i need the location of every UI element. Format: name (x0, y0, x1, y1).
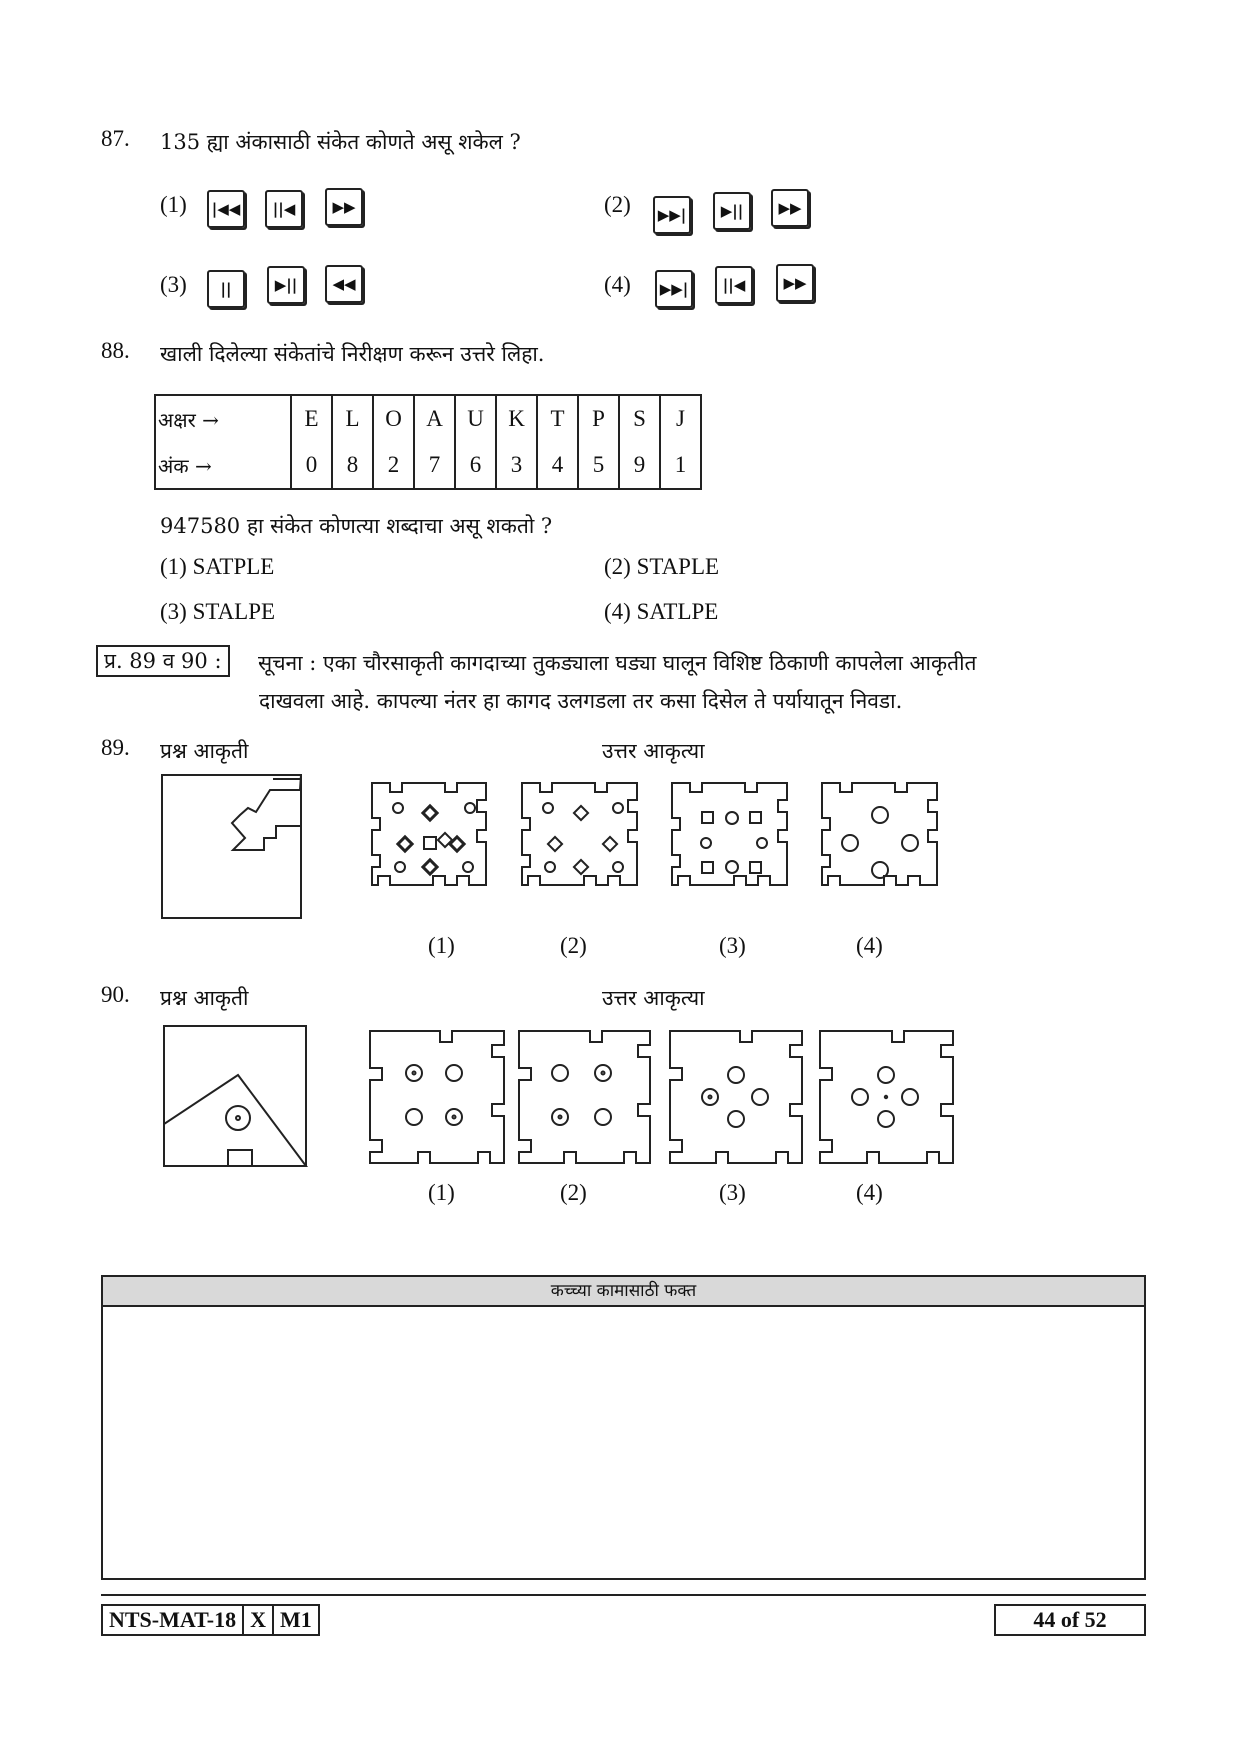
q90-answer-figure-1 (370, 1031, 504, 1163)
letters-header: अक्षर → (155, 395, 291, 442)
q87-option-2-label: (2) (604, 192, 631, 217)
q87-opt1-sym1: |◀◀ (207, 190, 245, 228)
letter-cell: T (537, 395, 578, 442)
q89-question-label: प्रश्न आकृती (160, 739, 249, 763)
q87-option-1-label: (1) (160, 192, 187, 217)
q90-answer-figure-2 (519, 1031, 650, 1163)
rough-work-box (101, 1275, 1146, 1580)
q90-option-label-4: (4) (856, 1180, 883, 1205)
letter-cell: S (619, 395, 660, 442)
q87-opt3-sym2: ▶|| (267, 266, 305, 304)
footer-code-box (101, 1604, 320, 1636)
q87-opt2-sym1: ▶▶| (653, 196, 691, 234)
digit-cell: 5 (578, 442, 619, 489)
footer-class: X (244, 1606, 274, 1634)
q87-opt1-sym3: ▶▶ (325, 188, 363, 226)
digit-cell: 1 (660, 442, 701, 489)
q87-opt4-sym2: ||◀ (715, 266, 753, 304)
letter-cell: L (332, 395, 373, 442)
q88-option-4: (4) SATLPE (604, 599, 719, 624)
letter-cell: K (496, 395, 537, 442)
letter-cell: P (578, 395, 619, 442)
digits-header: अंक → (155, 442, 291, 489)
digit-cell: 6 (455, 442, 496, 489)
q87-text: 135 ह्या अंकासाठी संकेत कोणते असू शकेल ? (160, 130, 521, 154)
letter-cell: U (455, 395, 496, 442)
q90-answer-figure-3 (670, 1031, 802, 1163)
letter-cell: E (291, 395, 332, 442)
q87-opt3-sym1: || (207, 270, 245, 308)
q90-answer-figure-4 (820, 1031, 953, 1163)
q87-option-4-label: (4) (604, 272, 631, 297)
digit-cell: 4 (537, 442, 578, 489)
instruction-line-2: दाखवला आहे. कापल्या नंतर हा कागद उलगडला तर कसा दिसेल ते पर्यायातून निवडा. (259, 689, 903, 713)
digit-cell: 9 (619, 442, 660, 489)
q87-option-3-label: (3) (160, 272, 187, 297)
letter-cell: A (414, 395, 455, 442)
q89-answer-label: उत्तर आकृत्या (602, 739, 705, 763)
q90-answer-label: उत्तर आकृत्या (602, 986, 705, 1010)
q90-option-label-1: (1) (428, 1180, 455, 1205)
q90-question-figure (164, 1026, 306, 1166)
q87-opt1-sym2: ||◀ (265, 190, 303, 228)
q90-option-label-3: (3) (719, 1180, 746, 1205)
q87-opt4-sym1: ▶▶| (655, 270, 693, 308)
q87-opt2-sym3: ▶▶ (771, 189, 809, 227)
digit-cell: 0 (291, 442, 332, 489)
q87-opt3-sym3: ◀◀ (325, 265, 363, 303)
footer-rule (101, 1594, 1146, 1596)
q88-option-3: (3) STALPE (160, 599, 276, 624)
footer-code: NTS-MAT-18 (103, 1606, 244, 1634)
q90-question-label: प्रश्न आकृती (160, 986, 249, 1010)
footer-medium: M1 (280, 1607, 312, 1632)
q89-option-label-3: (3) (719, 933, 746, 958)
q90-number: 90. (101, 982, 130, 1007)
rough-work-title: कच्च्या कामासाठी फक्त (103, 1277, 1144, 1307)
q89-option-label-1: (1) (428, 933, 455, 958)
q89-option-label-2: (2) (560, 933, 587, 958)
q89-number: 89. (101, 735, 130, 760)
q88-number: 88. (101, 338, 130, 363)
instruction-box: प्र. 89 व 90 : (96, 645, 230, 677)
q89-option-label-4: (4) (856, 933, 883, 958)
digit-cell: 7 (414, 442, 455, 489)
q87-opt4-sym3: ▶▶ (776, 264, 814, 302)
digit-cell: 8 (332, 442, 373, 489)
q88-question: 947580 हा संकेत कोणत्या शब्दाचा असू शकतो ? (160, 514, 553, 538)
q87-number: 87. (101, 126, 130, 151)
q88-text: खाली दिलेल्या संकेतांचे निरीक्षण करून उत्तरे लिहा. (160, 342, 545, 366)
page-number: 44 of 52 (994, 1604, 1146, 1636)
letter-cell: O (373, 395, 414, 442)
q88-option-1: (1) SATPLE (160, 554, 275, 579)
digit-cell: 2 (373, 442, 414, 489)
instruction-line-1: सूचना : एका चौरसाकृती कागदाच्या तुकड्याला घड्या घालून विशिष्ट ठिकाणी कापलेला आकृतीत (258, 651, 977, 675)
digit-cell: 3 (496, 442, 537, 489)
letter-cell: J (660, 395, 701, 442)
q87-opt2-sym2: ▶|| (713, 192, 751, 230)
q90-option-label-2: (2) (560, 1180, 587, 1205)
q88-option-2: (2) STAPLE (604, 554, 720, 579)
